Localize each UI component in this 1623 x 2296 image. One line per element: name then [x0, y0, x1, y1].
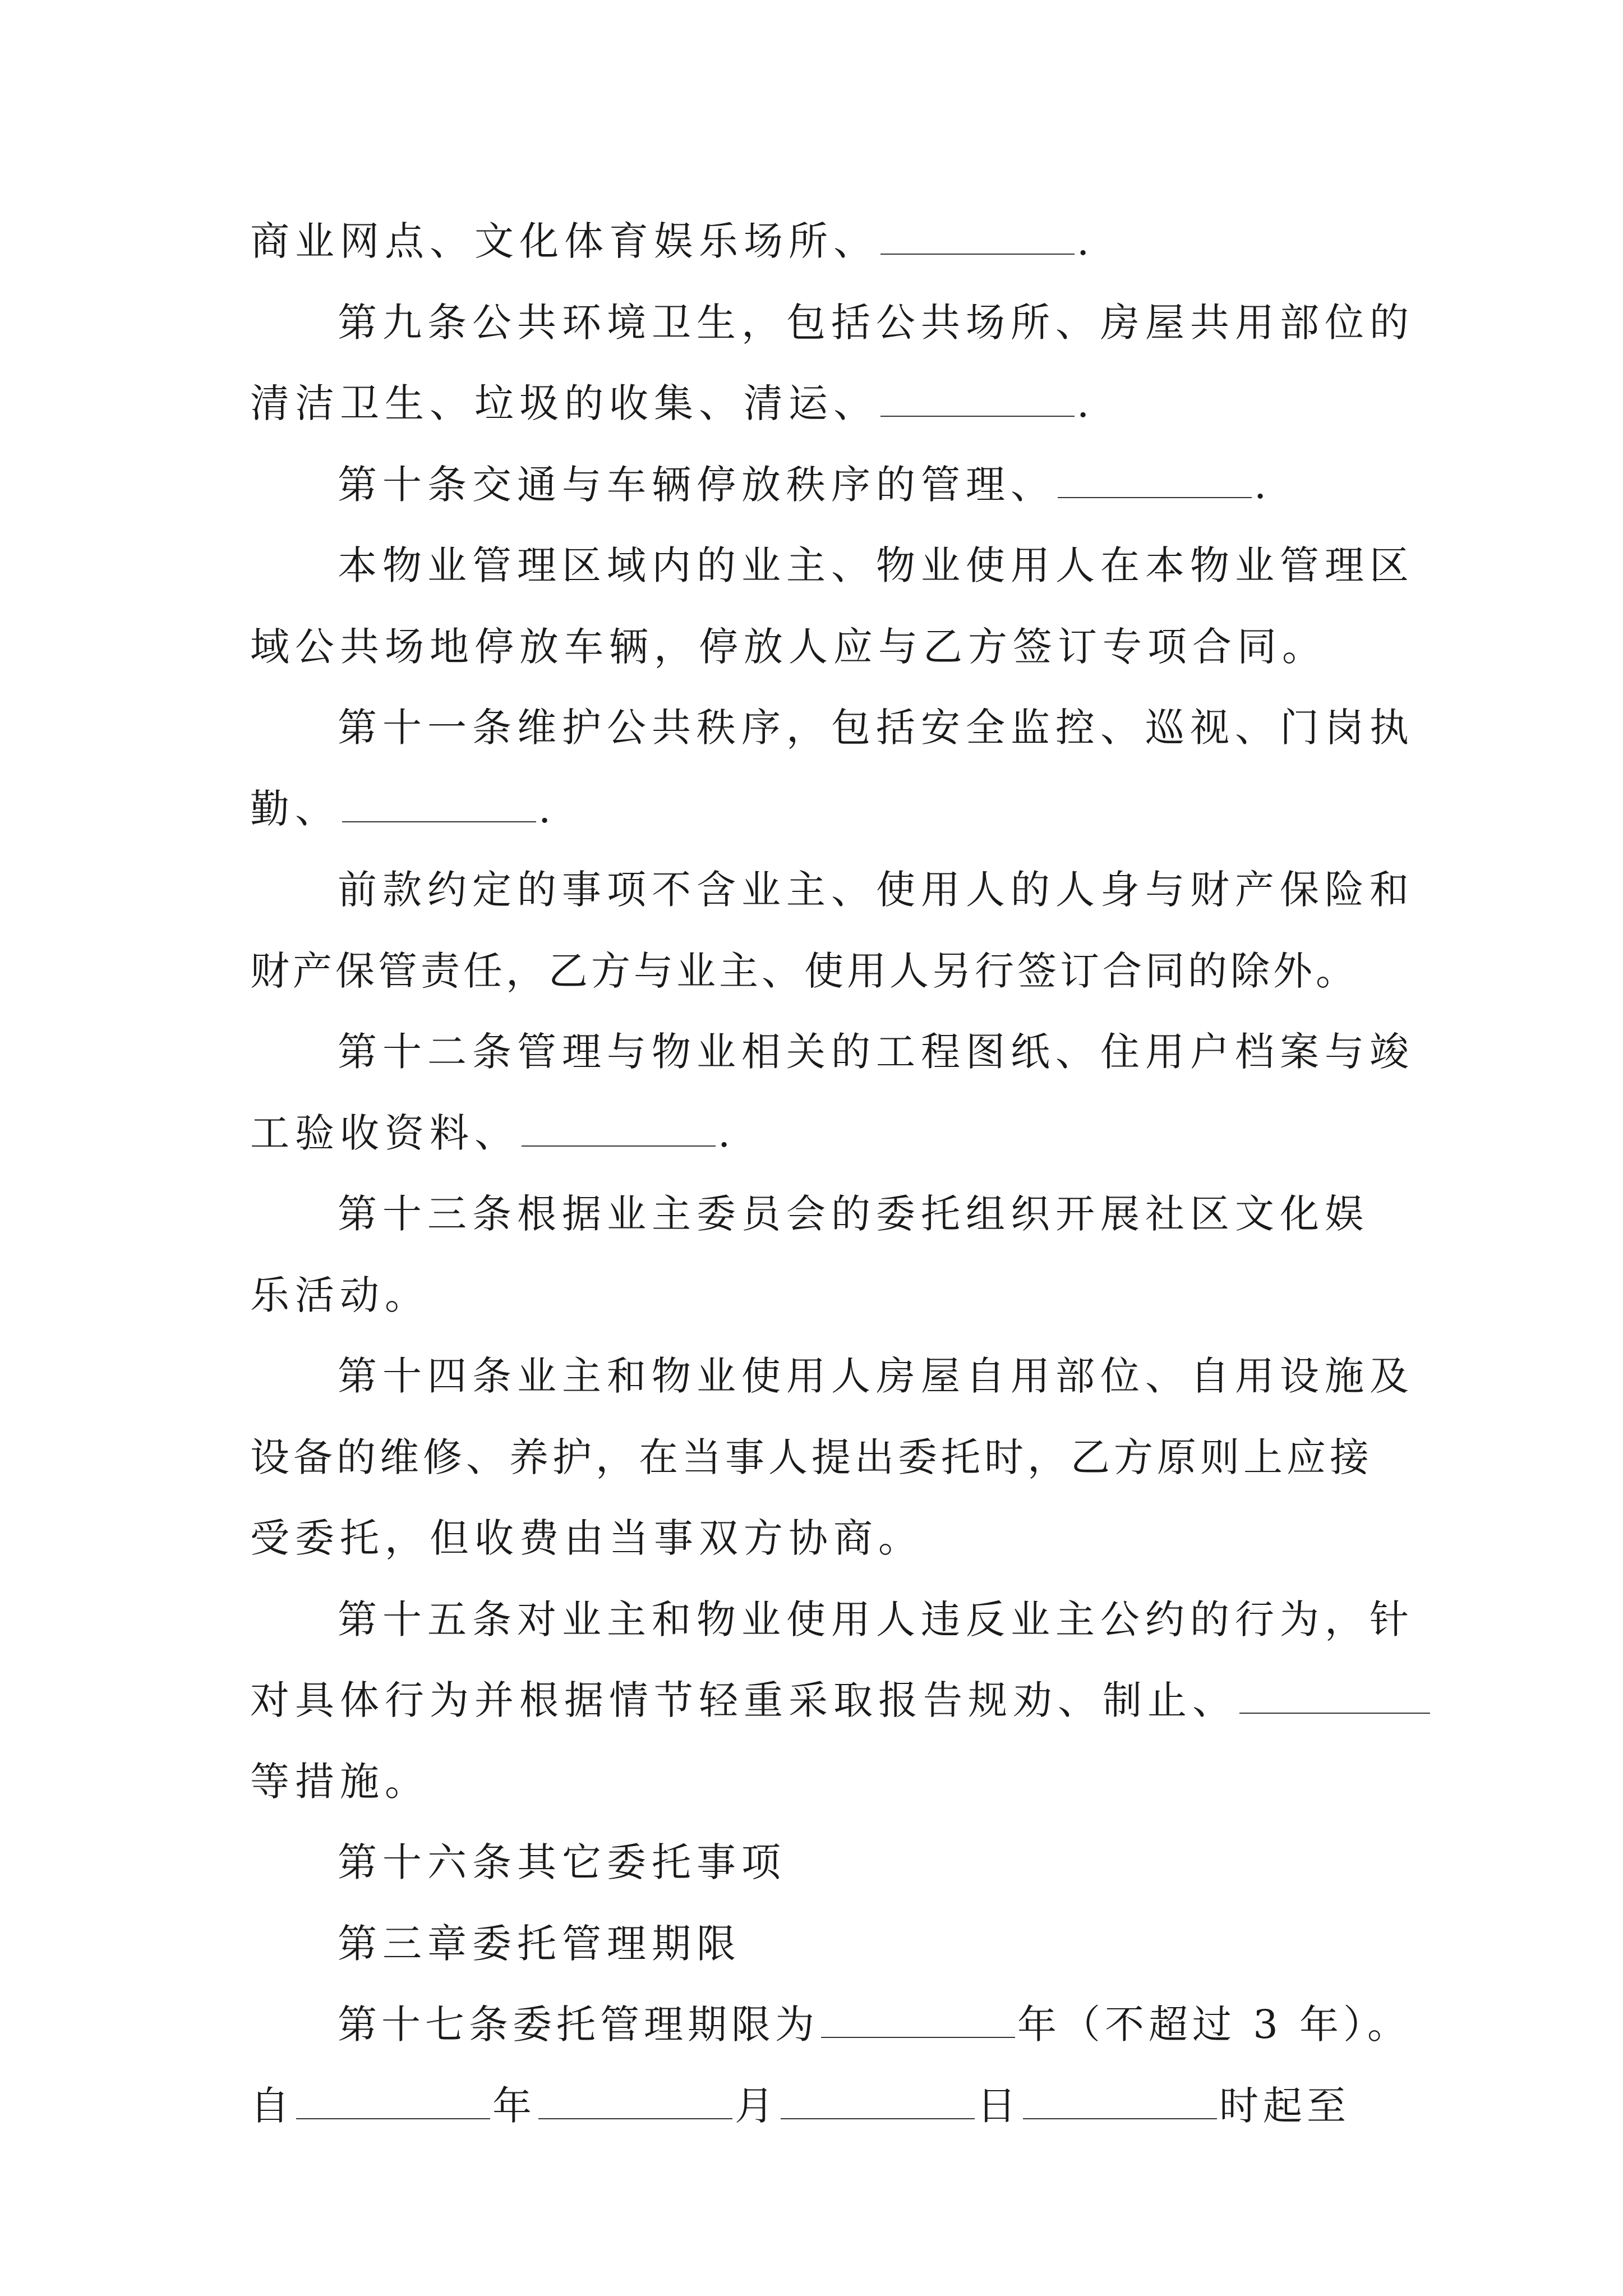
text-line: [250, 1579, 1414, 1660]
text-line: [250, 363, 1385, 444]
text-line: [250, 1498, 1385, 1579]
text-line: [250, 1336, 1414, 1417]
text-segment: .: [1254, 461, 1272, 508]
text-segment: 本物业管理区域内的业主、物业使用人在本物业管理区: [338, 542, 1414, 588]
text-segment: 第十五条对业主和物业使用人违反业主公约的行为，针: [338, 1596, 1414, 1642]
fill-in-blank: [522, 1145, 716, 1147]
fill-in-blank: [538, 2118, 732, 2119]
text-segment: .: [1077, 218, 1095, 264]
text-line: [250, 201, 1385, 282]
text-segment: 自: [250, 2082, 294, 2129]
text-segment: 勤、: [250, 785, 340, 832]
text-line: [250, 687, 1414, 769]
text-segment: 日: [977, 2082, 1021, 2129]
text-line: [250, 1417, 1385, 1498]
text-segment: 商业网点、文化体育娱乐场所、: [250, 218, 878, 264]
text-line: [250, 1984, 1412, 2065]
fill-in-blank: [821, 2036, 1015, 2038]
text-line: [250, 1741, 1385, 1823]
fill-in-blank: [880, 415, 1075, 417]
text-line: [250, 849, 1414, 931]
text-line: [250, 769, 1385, 850]
fill-in-blank: [296, 2118, 490, 2119]
text-segment: 时起至: [1219, 2082, 1350, 2129]
text-segment: 年（不超过 3 年）。: [1017, 2001, 1412, 2047]
text-segment: 第九条公共环境卫生，包括公共场所、房屋共用部位的: [338, 299, 1414, 346]
text-segment: 设备的维修、养护，在当事人提出委托时，乙方原则上应接: [250, 1434, 1373, 1480]
text-line: [250, 282, 1414, 364]
text-line: [250, 606, 1385, 688]
text-line: [250, 444, 1385, 526]
fill-in-blank: [1023, 2118, 1217, 2119]
text-segment: 第十二条管理与物业相关的工程图纸、住用户档案与竣: [338, 1029, 1414, 1075]
text-segment: .: [1077, 380, 1095, 426]
text-segment: 清洁卫生、垃圾的收集、清运、: [250, 380, 878, 426]
text-line: [250, 1011, 1414, 1093]
fill-in-blank: [342, 821, 536, 822]
text-line: [250, 1660, 1385, 1741]
text-segment: 等措施。: [250, 1758, 430, 1805]
text-segment: 工验收资料、: [250, 1110, 519, 1156]
text-line: [250, 525, 1414, 606]
text-line: [250, 1174, 1385, 1255]
text-line: [250, 1093, 1385, 1174]
fill-in-blank: [781, 2118, 975, 2119]
text-segment: 年: [492, 2082, 536, 2129]
fill-in-blank: [1058, 496, 1252, 498]
text-segment: 域公共场地停放车辆，停放人应与乙方签订专项合同。: [250, 623, 1327, 670]
text-segment: 第十四条业主和物业使用人房屋自用部位、自用设施及: [338, 1353, 1414, 1399]
text-segment: 前款约定的事项不含业主、使用人的人身与财产保险和: [338, 867, 1414, 913]
text-segment: .: [718, 1110, 736, 1156]
text-segment: 财产保管责任，乙方与业主、使用人另行签订合同的除外。: [250, 947, 1358, 994]
text-segment: .: [538, 785, 557, 832]
text-segment: 对具体行为并根据情节轻重采取报告规劝、制止、: [250, 1677, 1237, 1723]
text-segment: 乐活动。: [250, 1272, 430, 1318]
fill-in-blank: [1239, 1712, 1430, 1714]
text-segment: 第三章委托管理期限: [338, 1920, 741, 1967]
text-segment: 第十六条其它委托事项: [338, 1839, 786, 1885]
text-segment: 第十一条维护公共秩序，包括安全监控、巡视、门岗执: [338, 705, 1414, 751]
chapter-heading: [250, 1903, 1385, 1985]
text-line: [250, 1255, 1385, 1336]
text-segment: 第十七条委托管理期限为: [338, 2001, 819, 2047]
text-line: [250, 931, 1385, 1012]
document-body: [250, 201, 1414, 2146]
text-line: [250, 2065, 1385, 2147]
text-segment: 第十条交通与车辆停放秩序的管理、: [338, 461, 1055, 508]
text-segment: 受委托，但收费由当事双方协商。: [250, 1515, 923, 1561]
fill-in-blank: [880, 253, 1075, 255]
text-line: [250, 1822, 1385, 1903]
text-segment: 月: [735, 2082, 778, 2129]
text-segment: 第十三条根据业主委员会的委托组织开展社区文化娱: [338, 1191, 1370, 1237]
